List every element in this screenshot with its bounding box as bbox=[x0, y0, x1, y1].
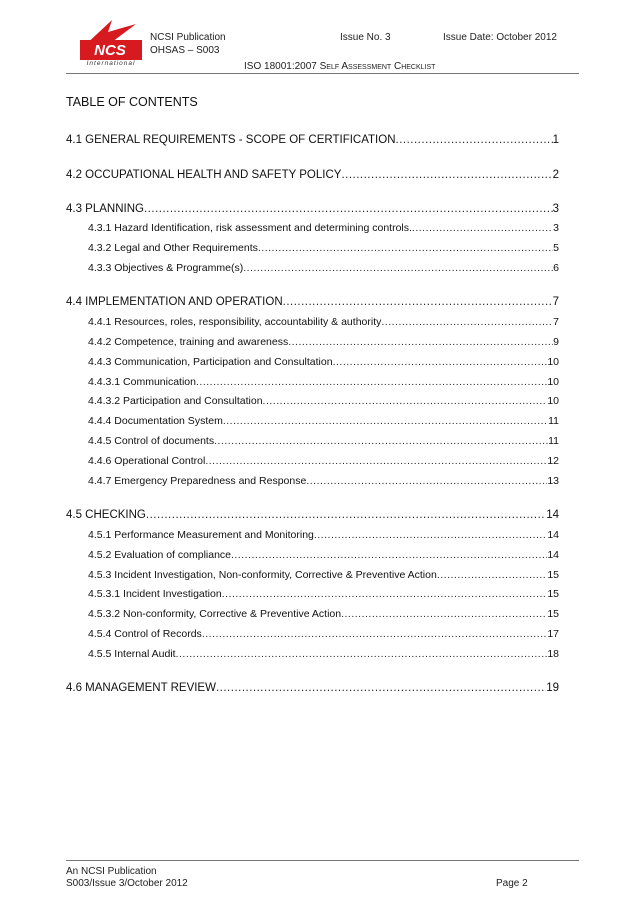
toc-leader-dots bbox=[205, 454, 547, 468]
toc-entry-page: 14 bbox=[546, 509, 559, 521]
footer-publication: An NCSI Publication bbox=[66, 866, 157, 877]
toc-entry-page: 19 bbox=[546, 682, 559, 694]
toc-entry-page: 17 bbox=[547, 628, 559, 640]
toc-entry-page: 3 bbox=[553, 222, 559, 234]
toc-entry[interactable] bbox=[88, 353, 559, 369]
toc-entry-page: 15 bbox=[547, 608, 559, 620]
toc-entry-text: 4.4.3.1 Communication bbox=[88, 376, 196, 388]
toc-entry[interactable] bbox=[88, 585, 559, 601]
toc-leader-dots bbox=[437, 568, 548, 582]
toc-entry-text: 4.5.1 Performance Measurement and Monitoring bbox=[88, 529, 314, 541]
toc-entry-page: 18 bbox=[547, 648, 559, 660]
toc-entry-page: 15 bbox=[547, 588, 559, 600]
header-divider bbox=[66, 73, 579, 74]
toc-entry-text: 4.4.5 Control of documents bbox=[88, 435, 215, 447]
toc-entry[interactable] bbox=[88, 605, 559, 621]
toc-leader-dots bbox=[196, 375, 547, 389]
toc-entry[interactable] bbox=[66, 679, 559, 695]
toc-entry-text: 4.4.4 Documentation System bbox=[88, 415, 223, 427]
toc-entry[interactable] bbox=[88, 526, 559, 542]
toc-entry[interactable] bbox=[66, 131, 559, 147]
toc-entry-text: 4.5.3 Incident Investigation, Non-conformity, Corrective & Preventive Action bbox=[88, 569, 437, 581]
toc-entry[interactable] bbox=[66, 506, 559, 522]
toc-leader-dots bbox=[214, 434, 548, 448]
toc-entry-page: 10 bbox=[547, 356, 559, 368]
toc-entry-text: 4.4 IMPLEMENTATION AND OPERATION bbox=[66, 296, 283, 308]
toc-entry-page: 13 bbox=[547, 475, 559, 487]
header-doc-code: OHSAS – S003 bbox=[150, 45, 220, 56]
toc-entry-page: 6 bbox=[553, 262, 559, 274]
toc-entry-page: 10 bbox=[547, 376, 559, 388]
toc-leader-dots bbox=[333, 355, 548, 369]
toc-entry-page: 9 bbox=[553, 336, 559, 348]
toc-leader-dots bbox=[222, 587, 548, 601]
toc-entry-page: 11 bbox=[548, 435, 559, 447]
toc-entry-text: 4.3 PLANNING bbox=[66, 203, 144, 215]
toc-entry-page: 10 bbox=[547, 395, 559, 407]
toc-entry[interactable] bbox=[88, 219, 559, 235]
toc-entry[interactable] bbox=[88, 472, 559, 488]
toc-entry-text: 4.2 OCCUPATIONAL HEALTH AND SAFETY POLICY bbox=[66, 169, 342, 181]
toc-leader-dots bbox=[216, 681, 546, 695]
footer-doc-ref: S003/Issue 3/October 2012 bbox=[66, 878, 188, 889]
toc-entry[interactable] bbox=[88, 313, 559, 329]
toc-entry[interactable] bbox=[66, 293, 559, 309]
toc-entry[interactable] bbox=[88, 432, 559, 448]
toc-entry-text: 4.4.6 Operational Control bbox=[88, 455, 206, 467]
toc-entry-text: 4.4.2 Competence, training and awareness bbox=[88, 336, 289, 348]
toc-entry-page: 1 bbox=[552, 134, 559, 146]
toc-entry-text: 4.5.3.2 Non-conformity, Corrective & Preventive Action bbox=[88, 608, 342, 620]
toc-entry-page: 14 bbox=[547, 529, 559, 541]
toc-entry-text: 4.3.1 Hazard Identification, risk assessment and determining controls. bbox=[88, 222, 412, 234]
footer-divider bbox=[66, 860, 579, 861]
toc-entry-page: 2 bbox=[552, 169, 559, 181]
toc-entry-page: 11 bbox=[548, 415, 559, 427]
toc-leader-dots bbox=[243, 261, 553, 275]
toc-leader-dots bbox=[341, 168, 552, 182]
toc-entry[interactable] bbox=[88, 566, 559, 582]
toc-entry-page: 12 bbox=[547, 455, 559, 467]
toc-entry-text: 4.5.2 Evaluation of compliance bbox=[88, 549, 232, 561]
toc-leader-dots bbox=[202, 627, 548, 641]
toc-entry-text: 4.6 MANAGEMENT REVIEW bbox=[66, 682, 216, 694]
toc-entry-page: 15 bbox=[547, 569, 559, 581]
toc-leader-dots bbox=[263, 394, 548, 408]
toc-leader-dots bbox=[283, 295, 553, 309]
toc-entry[interactable] bbox=[66, 166, 559, 182]
toc-entry-text: 4.5.5 Internal Audit bbox=[88, 648, 176, 660]
toc-entry-text: 4.4.3.2 Participation and Consultation bbox=[88, 395, 263, 407]
toc-entry-page: 3 bbox=[552, 203, 559, 215]
header-issue-date: Issue Date: October 2012 bbox=[443, 32, 557, 43]
toc-entry[interactable] bbox=[88, 625, 559, 641]
toc-entry-text: 4.1 GENERAL REQUIREMENTS - SCOPE OF CERTIFICATION bbox=[66, 134, 396, 146]
toc-entry[interactable] bbox=[88, 333, 559, 349]
toc-leader-dots bbox=[412, 221, 553, 235]
toc-entry[interactable] bbox=[88, 373, 559, 389]
toc-entry-text: 4.5.3.1 Incident Investigation bbox=[88, 588, 222, 600]
ncs-international-logo bbox=[74, 18, 146, 66]
header-publication: NCSI Publication bbox=[150, 32, 226, 43]
toc-leader-dots bbox=[314, 528, 547, 542]
toc-entry-page: 14 bbox=[547, 549, 559, 561]
toc-entry-text: 4.5 CHECKING bbox=[66, 509, 146, 521]
toc-entry[interactable] bbox=[66, 200, 559, 216]
toc-entry[interactable] bbox=[88, 392, 559, 408]
toc-leader-dots bbox=[176, 647, 548, 661]
toc-leader-dots bbox=[288, 335, 553, 349]
toc-entry-text: 4.4.1 Resources, roles, responsibility, accountability & authority bbox=[88, 316, 382, 328]
toc-entry-page: 7 bbox=[552, 296, 559, 308]
toc-entry-text: 4.3.2 Legal and Other Requirements bbox=[88, 242, 258, 254]
toc-leader-dots bbox=[146, 508, 546, 522]
toc-leader-dots bbox=[341, 607, 547, 621]
toc-entry-text: 4.4.7 Emergency Preparedness and Response bbox=[88, 475, 307, 487]
header-issue-no: Issue No. 3 bbox=[340, 32, 391, 43]
logo-subtext: International bbox=[86, 60, 136, 66]
toc-entry[interactable] bbox=[88, 546, 559, 562]
toc-entry-text: 4.4.3 Communication, Participation and Consultation bbox=[88, 356, 333, 368]
toc-leader-dots bbox=[306, 474, 547, 488]
logo-text: NCS bbox=[94, 42, 126, 59]
toc-entry[interactable] bbox=[88, 452, 559, 468]
toc-leader-dots bbox=[223, 414, 548, 428]
toc-entry-page: 5 bbox=[553, 242, 559, 254]
toc-entry[interactable] bbox=[88, 412, 559, 428]
toc-leader-dots bbox=[144, 202, 553, 216]
toc-entry-text: 4.3.3 Objectives & Programme(s) bbox=[88, 262, 244, 274]
toc-entry[interactable] bbox=[88, 239, 559, 255]
toc-entry[interactable] bbox=[88, 259, 559, 275]
toc-entry[interactable] bbox=[88, 645, 559, 661]
toc-entry-page: 7 bbox=[553, 316, 559, 328]
toc-entry-text: 4.5.4 Control of Records bbox=[88, 628, 202, 640]
header-subtitle: ISO 18001:2007 Self Assessment Checklist bbox=[244, 61, 436, 72]
footer-page-number: Page 2 bbox=[496, 878, 528, 889]
toc-leader-dots bbox=[258, 241, 553, 255]
toc-leader-dots bbox=[396, 133, 553, 147]
toc-leader-dots bbox=[381, 315, 553, 329]
toc-leader-dots bbox=[231, 548, 547, 562]
toc-title: TABLE OF CONTENTS bbox=[66, 95, 198, 109]
